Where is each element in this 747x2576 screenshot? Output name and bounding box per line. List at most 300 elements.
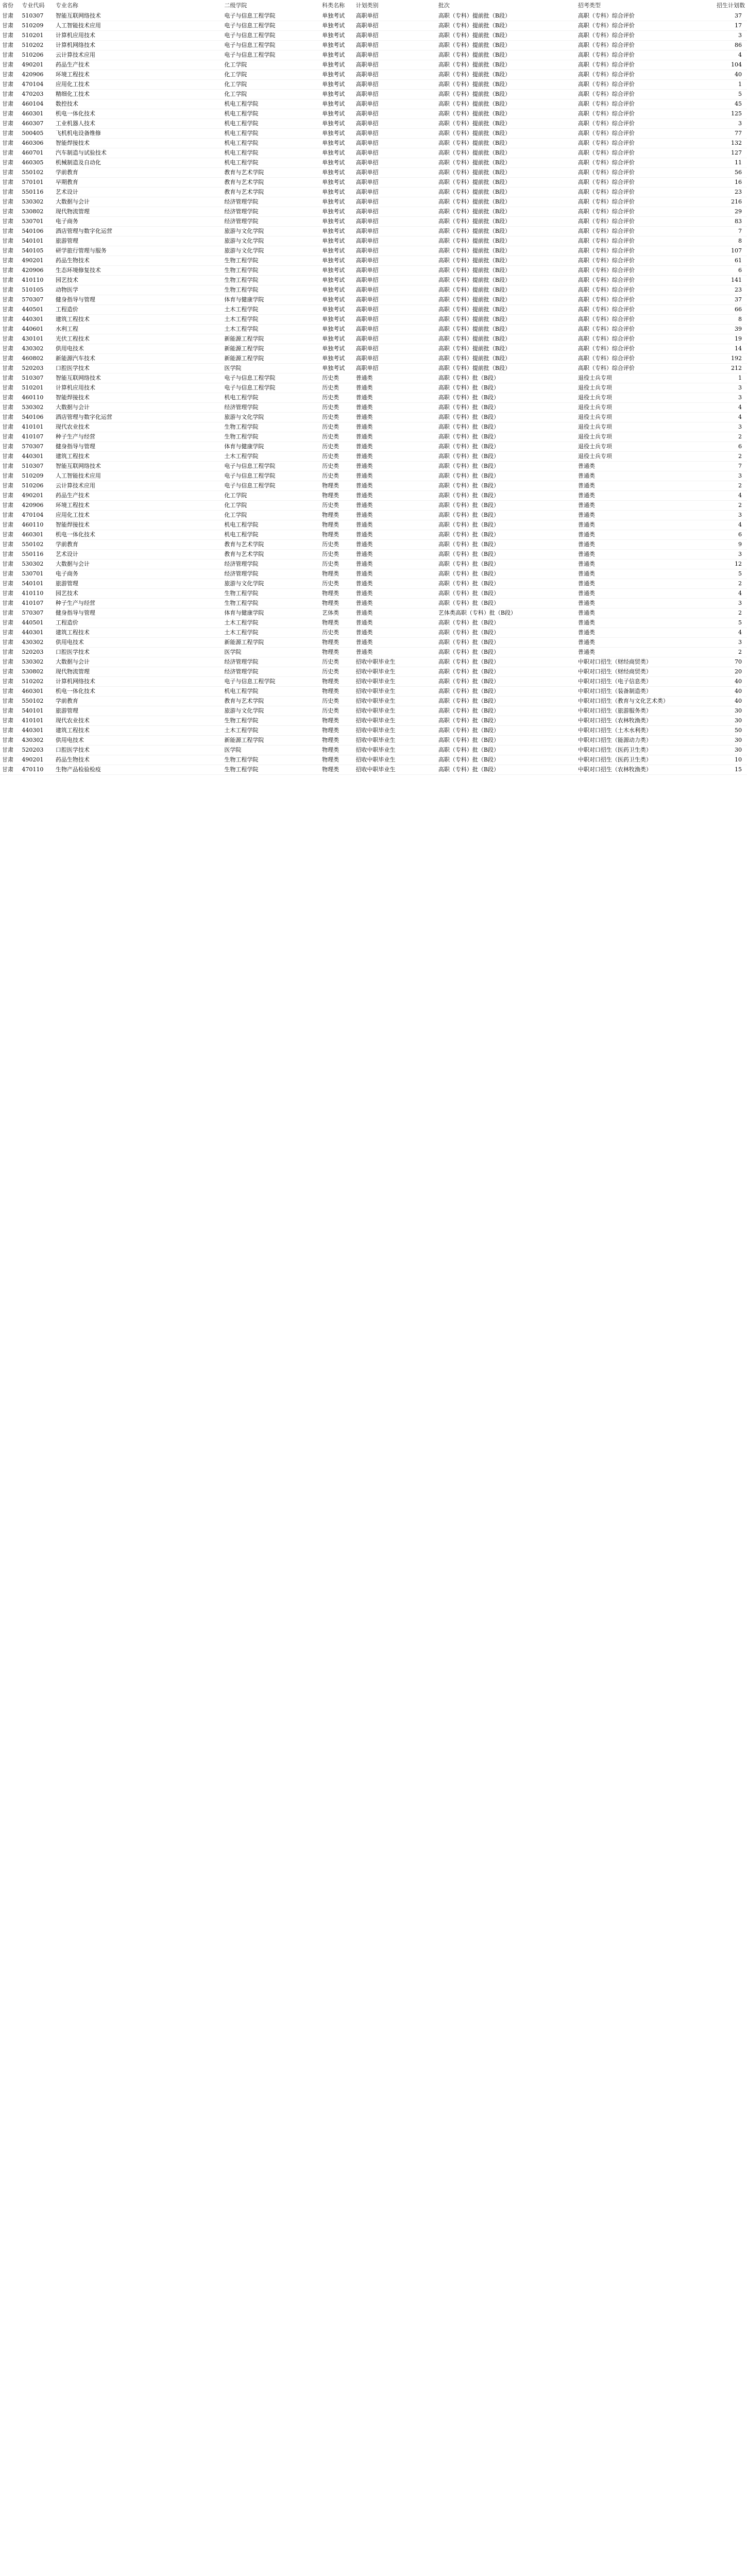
batch-cell: 高职（专科）提前批（B段） [438, 208, 511, 215]
subject-cell: 物理类 [322, 521, 339, 528]
admission-type-cell: 高职（专科）综合评价 [578, 179, 635, 185]
admission-type-cell: 普通类 [578, 463, 595, 469]
major-code-cell: 570307 [22, 296, 44, 303]
province-cell: 甘肃 [2, 404, 13, 411]
subject-cell: 单独考试 [322, 257, 345, 264]
subject-cell: 单独考试 [322, 228, 345, 234]
major-name-cell: 药品生产技术 [55, 61, 90, 68]
major-name-cell: 大数据与会计 [55, 561, 90, 567]
plan-type-cell: 高职单招 [355, 91, 379, 97]
table-row [0, 569, 747, 579]
plan-type-cell: 高职单招 [355, 296, 379, 303]
college-cell: 经济管理学院 [224, 404, 259, 411]
plan-type-cell: 招收中职毕业生 [355, 756, 396, 763]
province-cell: 甘肃 [2, 306, 13, 313]
plan-type-cell: 高职单招 [355, 218, 379, 225]
table-row [0, 462, 747, 471]
major-code-cell: 470104 [22, 81, 44, 88]
plan-count-cell: 40 [735, 698, 742, 704]
province-cell: 甘肃 [2, 453, 13, 460]
batch-cell: 高职（专科）提前批（B段） [438, 296, 511, 303]
subject-cell: 物理类 [322, 590, 339, 597]
major-code-cell: 510206 [22, 482, 44, 489]
province-cell: 甘肃 [2, 541, 13, 548]
plan-count-cell: 2 [738, 433, 742, 440]
subject-cell: 历史类 [322, 551, 339, 557]
major-name-cell: 大数据与会计 [55, 404, 90, 411]
major-code-cell: 460307 [22, 120, 44, 127]
table-row [0, 599, 747, 608]
plan-type-cell: 招收中职毕业生 [355, 688, 396, 694]
plan-count-cell: 77 [735, 130, 742, 137]
province-cell: 甘肃 [2, 159, 13, 166]
province-cell: 甘肃 [2, 727, 13, 734]
plan-type-cell: 高职单招 [355, 22, 379, 29]
plan-type-cell: 高职单招 [355, 120, 379, 127]
plan-count-cell: 104 [731, 61, 742, 68]
plan-count-cell: 3 [738, 551, 742, 557]
major-name-cell: 建筑工程技术 [55, 727, 90, 734]
batch-cell: 高职（专科）提前批（B段） [438, 355, 511, 362]
major-name-cell: 艺术设计 [55, 551, 78, 557]
plan-count-cell: 6 [738, 531, 742, 538]
plan-type-cell: 普通类 [355, 639, 373, 646]
subject-cell: 单独考试 [322, 247, 345, 254]
province-cell: 甘肃 [2, 345, 13, 352]
major-name-cell: 生态环境修复技术 [55, 267, 101, 274]
plan-count-cell: 4 [738, 590, 742, 597]
table-row [0, 60, 747, 70]
admission-type-cell: 高职（专科）综合评价 [578, 247, 635, 254]
major-code-cell: 420906 [22, 267, 44, 274]
plan-count-cell: 56 [735, 169, 742, 176]
batch-cell: 高职（专科）批（B段） [438, 531, 499, 538]
major-code-cell: 540101 [22, 707, 44, 714]
province-cell: 甘肃 [2, 649, 13, 655]
table-row [0, 432, 747, 442]
batch-cell: 高职（专科）批（B段） [438, 414, 499, 420]
admission-type-cell: 高职（专科）综合评价 [578, 345, 635, 352]
admission-type-cell: 退役士兵专项 [578, 453, 612, 460]
admission-type-cell: 高职（专科）综合评价 [578, 32, 635, 39]
admission-type-cell: 普通类 [578, 502, 595, 509]
major-name-cell: 应用化工技术 [55, 512, 90, 518]
province-cell: 甘肃 [2, 326, 13, 332]
plan-type-cell: 高职单招 [355, 42, 379, 48]
batch-cell: 高职（专科）批（B段） [438, 766, 499, 773]
plan-type-cell: 普通类 [355, 512, 373, 518]
plan-type-cell: 普通类 [355, 541, 373, 548]
major-name-cell: 现代农业技术 [55, 717, 90, 724]
subject-cell: 单独考试 [322, 286, 345, 293]
subject-cell: 物理类 [322, 766, 339, 773]
batch-cell: 高职（专科）批（B段） [438, 649, 499, 655]
college-cell: 教育与艺术学院 [224, 541, 264, 548]
subject-cell: 物理类 [322, 619, 339, 626]
plan-count-cell: 3 [738, 639, 742, 646]
plan-type-cell: 普通类 [355, 433, 373, 440]
major-name-cell: 药品生物技术 [55, 756, 90, 763]
subject-cell: 历史类 [322, 414, 339, 420]
college-cell: 机电工程学院 [224, 394, 259, 401]
major-name-cell: 现代物流管理 [55, 208, 90, 215]
admission-type-cell: 高职（专科）综合评价 [578, 100, 635, 107]
major-name-cell: 药品生物技术 [55, 257, 90, 264]
major-code-cell: 510307 [22, 375, 44, 381]
plan-type-cell: 普通类 [355, 609, 373, 616]
major-code-cell: 460802 [22, 355, 44, 362]
province-cell: 甘肃 [2, 32, 13, 39]
college-cell: 生物工程学院 [224, 717, 259, 724]
batch-cell: 高职（专科）提前批（B段） [438, 179, 511, 185]
college-cell: 生物工程学院 [224, 277, 259, 283]
province-cell: 甘肃 [2, 443, 13, 450]
major-code-cell: 540105 [22, 247, 44, 254]
major-code-cell: 510209 [22, 22, 44, 29]
major-name-cell: 健身指导与管理 [55, 609, 95, 616]
major-name-cell: 人工智能技术应用 [55, 22, 101, 29]
college-cell: 经济管理学院 [224, 208, 259, 215]
college-cell: 旅游与文化学院 [224, 707, 264, 714]
batch-cell: 高职（专科）提前批（B段） [438, 110, 511, 117]
major-name-cell: 电子商务 [55, 570, 78, 577]
plan-count-cell: 6 [738, 443, 742, 450]
province-cell: 甘肃 [2, 189, 13, 195]
plan-type-cell: 招收中职毕业生 [355, 668, 396, 675]
college-cell: 电子与信息工程学院 [224, 22, 276, 29]
admission-type-cell: 退役士兵专项 [578, 384, 612, 391]
major-name-cell: 光伏工程技术 [55, 335, 90, 342]
major-name-cell: 园艺技术 [55, 277, 78, 283]
major-code-cell: 530701 [22, 570, 44, 577]
plan-type-cell: 招收中职毕业生 [355, 727, 396, 734]
batch-cell: 高职（专科）批（B段） [438, 668, 499, 675]
plan-count-cell: 45 [735, 100, 742, 107]
college-cell: 土木工程学院 [224, 316, 259, 323]
major-name-cell: 工程造价 [55, 306, 78, 313]
major-code-cell: 550116 [22, 551, 44, 557]
college-cell: 机电工程学院 [224, 130, 259, 137]
table-row [0, 608, 747, 618]
plan-count-cell: 37 [735, 12, 742, 19]
table-row [0, 99, 747, 109]
batch-cell: 高职（专科）提前批（B段） [438, 277, 511, 283]
admission-type-cell: 高职（专科）综合评价 [578, 22, 635, 29]
table-row [0, 755, 747, 765]
plan-count-cell: 3 [738, 472, 742, 479]
admission-type-cell: 普通类 [578, 619, 595, 626]
subject-cell: 单独考试 [322, 100, 345, 107]
major-name-cell: 机电一体化技术 [55, 531, 95, 538]
header-row [0, 0, 747, 11]
college-cell: 新能源工程学院 [224, 335, 264, 342]
college-cell: 电子与信息工程学院 [224, 472, 276, 479]
college-cell: 新能源工程学院 [224, 345, 264, 352]
plan-count-cell: 20 [735, 668, 742, 675]
table-row [0, 589, 747, 599]
province-cell: 甘肃 [2, 384, 13, 391]
subject-cell: 物理类 [322, 600, 339, 606]
col-subject-header: 科类名称 [322, 2, 345, 9]
col-province-header: 省份 [2, 2, 13, 9]
admission-type-cell: 中职对口招生（财经商贸类） [578, 658, 652, 665]
plan-type-cell: 普通类 [355, 384, 373, 391]
batch-cell: 高职（专科）批（B段） [438, 658, 499, 665]
province-cell: 甘肃 [2, 580, 13, 587]
major-name-cell: 酒店管理与数字化运营 [55, 228, 112, 234]
province-cell: 甘肃 [2, 502, 13, 509]
major-name-cell: 工业机器人技术 [55, 120, 95, 127]
subject-cell: 物理类 [322, 688, 339, 694]
col-college-header: 二级学院 [224, 2, 247, 9]
plan-type-cell: 普通类 [355, 590, 373, 597]
plan-type-cell: 高职单招 [355, 12, 379, 19]
plan-count-cell: 19 [735, 335, 742, 342]
batch-cell: 高职（专科）批（B段） [438, 570, 499, 577]
batch-cell: 高职（专科）提前批（B段） [438, 345, 511, 352]
plan-count-cell: 29 [735, 208, 742, 215]
admission-type-cell: 普通类 [578, 649, 595, 655]
plan-type-cell: 普通类 [355, 570, 373, 577]
major-name-cell: 计算机应用技术 [55, 32, 95, 39]
table-row [0, 41, 747, 50]
college-cell: 电子与信息工程学院 [224, 384, 276, 391]
plan-count-cell: 40 [735, 688, 742, 694]
plan-count-cell: 7 [738, 463, 742, 469]
table-row [0, 393, 747, 403]
plan-count-cell: 5 [738, 91, 742, 97]
table-row [0, 745, 747, 755]
plan-type-cell: 普通类 [355, 492, 373, 499]
subject-cell: 历史类 [322, 580, 339, 587]
major-code-cell: 550102 [22, 169, 44, 176]
college-cell: 教育与艺术学院 [224, 179, 264, 185]
college-cell: 体育与健康学院 [224, 296, 264, 303]
admission-type-cell: 高职（专科）综合评价 [578, 169, 635, 176]
plan-type-cell: 普通类 [355, 580, 373, 587]
admission-type-cell: 高职（专科）综合评价 [578, 91, 635, 97]
subject-cell: 物理类 [322, 492, 339, 499]
admission-type-cell: 退役士兵专项 [578, 423, 612, 430]
batch-cell: 高职（专科）提前批（B段） [438, 149, 511, 156]
batch-cell: 高职（专科）提前批（B段） [438, 61, 511, 68]
major-code-cell: 510201 [22, 32, 44, 39]
province-cell: 甘肃 [2, 619, 13, 626]
plan-count-cell: 192 [731, 355, 742, 362]
college-cell: 生物工程学院 [224, 600, 259, 606]
college-cell: 机电工程学院 [224, 100, 259, 107]
batch-cell: 高职（专科）批（B段） [438, 688, 499, 694]
province-cell: 甘肃 [2, 169, 13, 176]
plan-count-cell: 3 [738, 600, 742, 606]
table-row [0, 90, 747, 99]
subject-cell: 物理类 [322, 639, 339, 646]
major-code-cell: 550102 [22, 698, 44, 704]
plan-count-cell: 3 [738, 120, 742, 127]
province-cell: 甘肃 [2, 639, 13, 646]
batch-cell: 高职（专科）提前批（B段） [438, 198, 511, 205]
batch-cell: 高职（专科）提前批（B段） [438, 100, 511, 107]
plan-count-cell: 10 [735, 756, 742, 763]
major-name-cell: 生物产品检验检疫 [55, 766, 101, 773]
batch-cell: 高职（专科）提前批（B段） [438, 22, 511, 29]
province-cell: 甘肃 [2, 521, 13, 528]
table-row [0, 618, 747, 628]
subject-cell: 单独考试 [322, 61, 345, 68]
college-cell: 体育与健康学院 [224, 609, 264, 616]
col-admission-type-header: 招考类型 [578, 2, 601, 9]
province-cell: 甘肃 [2, 335, 13, 342]
major-name-cell: 建筑工程技术 [55, 629, 90, 636]
major-name-cell: 供用电技术 [55, 737, 84, 743]
plan-type-cell: 高职单招 [355, 140, 379, 146]
table-row [0, 334, 747, 344]
table-row [0, 413, 747, 422]
province-cell: 甘肃 [2, 100, 13, 107]
admission-type-cell: 普通类 [578, 521, 595, 528]
table-row [0, 188, 747, 197]
col-batch-header: 批次 [438, 2, 450, 9]
college-cell: 经济管理学院 [224, 561, 259, 567]
batch-cell: 高职（专科）批（B段） [438, 747, 499, 753]
table-row [0, 638, 747, 648]
batch-cell: 高职（专科）提前批（B段） [438, 247, 511, 254]
admission-type-cell: 高职（专科）综合评价 [578, 228, 635, 234]
batch-cell: 高职（专科）批（B段） [438, 580, 499, 587]
plan-count-cell: 30 [735, 747, 742, 753]
province-cell: 甘肃 [2, 228, 13, 234]
table-row [0, 197, 747, 207]
province-cell: 甘肃 [2, 140, 13, 146]
major-code-cell: 570101 [22, 179, 44, 185]
college-cell: 经济管理学院 [224, 658, 259, 665]
batch-cell: 高职（专科）提前批（B段） [438, 140, 511, 146]
college-cell: 土木工程学院 [224, 453, 259, 460]
batch-cell: 高职（专科）提前批（B段） [438, 306, 511, 313]
admission-type-cell: 中职对口招生（旅游服务类） [578, 707, 652, 714]
major-code-cell: 430101 [22, 335, 44, 342]
table-row [0, 109, 747, 119]
table-row [0, 452, 747, 462]
major-name-cell: 环境工程技术 [55, 71, 90, 78]
table-row [0, 422, 747, 432]
major-name-cell: 药品生产技术 [55, 492, 90, 499]
admission-type-cell: 中职对口招生（财经商贸类） [578, 668, 652, 675]
major-name-cell: 云计算技术应用 [55, 482, 95, 489]
batch-cell: 高职（专科）提前批（B段） [438, 130, 511, 137]
major-name-cell: 智能互联网络技术 [55, 375, 101, 381]
plan-count-cell: 2 [738, 502, 742, 509]
plan-type-cell: 招收中职毕业生 [355, 658, 396, 665]
subject-cell: 物理类 [322, 570, 339, 577]
batch-cell: 高职（专科）批（B段） [438, 727, 499, 734]
plan-type-cell: 普通类 [355, 404, 373, 411]
province-cell: 甘肃 [2, 296, 13, 303]
plan-count-cell: 127 [731, 149, 742, 156]
admission-type-cell: 退役士兵专项 [578, 394, 612, 401]
admission-type-cell: 高职（专科）综合评价 [578, 198, 635, 205]
admission-type-cell: 高职（专科）综合评价 [578, 149, 635, 156]
college-cell: 化工学院 [224, 91, 247, 97]
college-cell: 机电工程学院 [224, 531, 259, 538]
subject-cell: 历史类 [322, 453, 339, 460]
college-cell: 教育与艺术学院 [224, 551, 264, 557]
major-code-cell: 520203 [22, 365, 44, 371]
plan-type-cell: 普通类 [355, 414, 373, 420]
plan-count-cell: 9 [738, 541, 742, 548]
plan-count-cell: 2 [738, 649, 742, 655]
batch-cell: 高职（专科）批（B段） [438, 707, 499, 714]
batch-cell: 高职（专科）批（B段） [438, 433, 499, 440]
college-cell: 旅游与文化学院 [224, 228, 264, 234]
batch-cell: 高职（专科）批（B段） [438, 463, 499, 469]
plan-count-cell: 14 [735, 345, 742, 352]
plan-type-cell: 普通类 [355, 423, 373, 430]
table-row [0, 628, 747, 638]
province-cell: 甘肃 [2, 414, 13, 420]
college-cell: 机电工程学院 [224, 688, 259, 694]
major-name-cell: 种子生产与经营 [55, 433, 95, 440]
admission-type-cell: 中职对口招生（装备制造类） [578, 688, 652, 694]
admission-type-cell: 普通类 [578, 580, 595, 587]
province-cell: 甘肃 [2, 551, 13, 557]
province-cell: 甘肃 [2, 316, 13, 323]
subject-cell: 单独考试 [322, 110, 345, 117]
admission-type-cell: 高职（专科）综合评价 [578, 120, 635, 127]
province-cell: 甘肃 [2, 472, 13, 479]
batch-cell: 高职（专科）批（B段） [438, 492, 499, 499]
province-cell: 甘肃 [2, 267, 13, 274]
major-code-cell: 460110 [22, 394, 44, 401]
plan-count-cell: 23 [735, 189, 742, 195]
province-cell: 甘肃 [2, 717, 13, 724]
major-code-cell: 530302 [22, 404, 44, 411]
college-cell: 土木工程学院 [224, 629, 259, 636]
major-code-cell: 440301 [22, 453, 44, 460]
subject-cell: 历史类 [322, 698, 339, 704]
batch-cell: 高职（专科）批（B段） [438, 619, 499, 626]
batch-cell: 高职（专科）提前批（B段） [438, 120, 511, 127]
province-cell: 甘肃 [2, 658, 13, 665]
plan-type-cell: 高职单招 [355, 32, 379, 39]
table-row [0, 383, 747, 393]
batch-cell: 高职（专科）批（B段） [438, 482, 499, 489]
major-code-cell: 410101 [22, 717, 44, 724]
college-cell: 新能源工程学院 [224, 639, 264, 646]
plan-count-cell: 40 [735, 71, 742, 78]
batch-cell: 高职（专科）批（B段） [438, 678, 499, 685]
batch-cell: 高职（专科）批（B段） [438, 375, 499, 381]
plan-count-cell: 70 [735, 658, 742, 665]
plan-type-cell: 普通类 [355, 472, 373, 479]
table-row [0, 491, 747, 501]
batch-cell: 高职（专科）提前批（B段） [438, 228, 511, 234]
table-row [0, 305, 747, 315]
admission-type-cell: 中职对口招生（土木水利类） [578, 727, 652, 734]
major-name-cell: 智能焊接技术 [55, 394, 90, 401]
plan-count-cell: 37 [735, 296, 742, 303]
admission-type-cell: 普通类 [578, 531, 595, 538]
plan-count-cell: 30 [735, 737, 742, 743]
major-name-cell: 现代物流管理 [55, 668, 90, 675]
table-row [0, 765, 747, 775]
table-row [0, 511, 747, 520]
college-cell: 电子与信息工程学院 [224, 52, 276, 58]
major-code-cell: 510105 [22, 286, 44, 293]
table-row [0, 530, 747, 540]
province-cell: 甘肃 [2, 698, 13, 704]
major-name-cell: 学前教育 [55, 541, 78, 548]
